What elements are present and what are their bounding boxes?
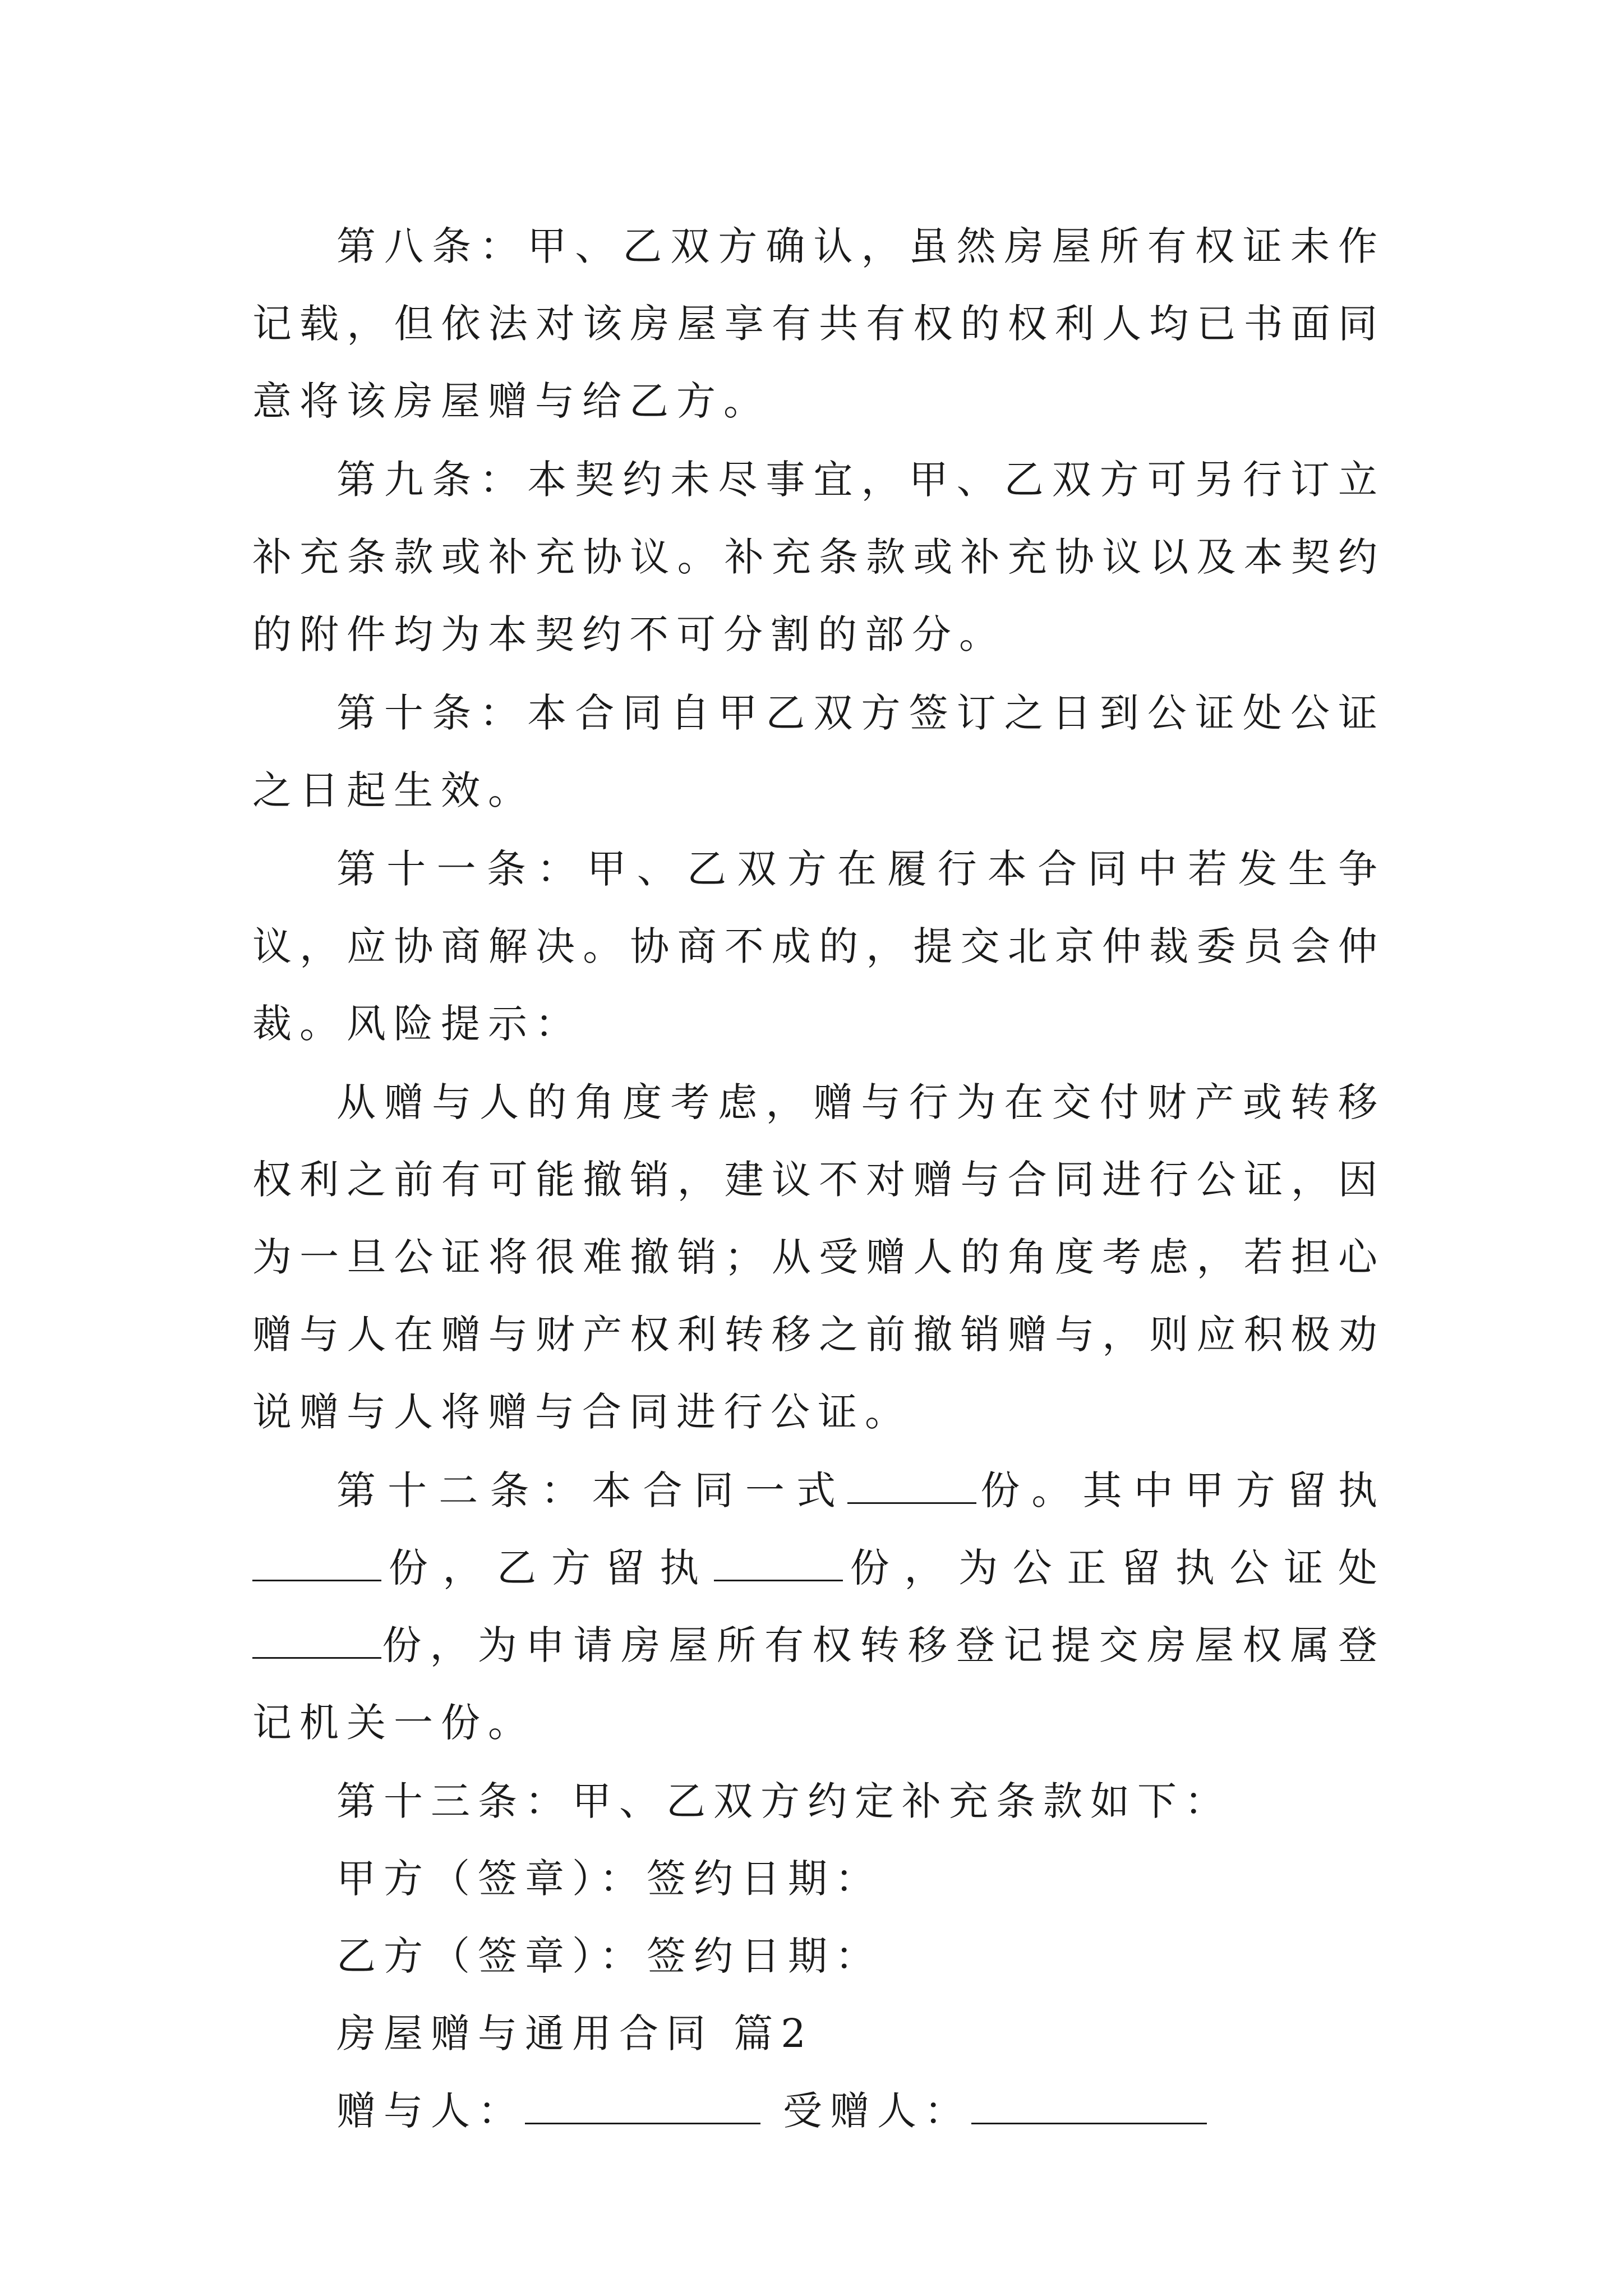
copies-party-a-blank	[252, 1547, 381, 1581]
article-12-part3: 份，乙方留执	[381, 1545, 714, 1591]
article-10: 第十条：本合同自甲乙双方签订之日到公证处公证之日起生效。	[252, 690, 1385, 813]
copies-total-blank	[847, 1470, 976, 1504]
article-9: 第九条：本契约未尽事宜，甲、乙双方可另行订立补充条款或补充协议。补充条款或补充协议以及本契约的附件均为本契约不可分割的部分。	[252, 457, 1385, 657]
copies-notary-blank	[252, 1625, 381, 1659]
donor-label: 赠与人：	[336, 2088, 525, 2134]
risk-note: 从赠与人的角度考虑，赠与行为在交付财产或转移权利之前有可能撤销，建议不对赠与合同进行公证，因为一旦公证将很难撤销；从受赠人的角度考虑，若担心赠与人在赠与财产权利转移之前撤销赠与，则应积极劝说赠与人将赠与合同进行公证。	[252, 1079, 1385, 1435]
section-title: 房屋赠与通用合同 篇2	[336, 2010, 814, 2056]
article-8: 第八条：甲、乙双方确认，虽然房屋所有权证未作记载，但依法对该房屋享有共有权的权利人均已书面同意将该房屋赠与给乙方。	[252, 223, 1385, 424]
donee-blank	[971, 2090, 1207, 2124]
party-b-signature: 乙方（签章）：签约日期：	[336, 1933, 882, 1979]
donor-blank	[525, 2090, 760, 2124]
donee-label: 受赠人：	[783, 2088, 971, 2134]
article-11: 第十一条：甲、乙双方在履行本合同中若发生争议，应协商解决。协商不成的，提交北京仲裁委员会仲裁。风险提示：	[252, 846, 1385, 1047]
article-12	[252, 1452, 1385, 1761]
party-a-signature: 甲方（签章）：签约日期：	[336, 1856, 882, 1902]
article-12-part4: 份，为公正留执公证处	[842, 1545, 1386, 1591]
article-13: 第十三条：甲、乙双方约定补充条款如下：	[336, 1778, 1232, 1824]
donor-donee-line	[252, 2072, 1385, 2150]
article-12-part1: 第十二条：本合同一式	[336, 1467, 848, 1513]
copies-party-b-blank	[714, 1547, 843, 1581]
contract-body	[252, 208, 1385, 2150]
article-12-part5: 份，为申请房屋所有权转移登记提交房屋权属登记机关一份。	[252, 1622, 1385, 1746]
article-12-part2: 份。其中甲方留执	[976, 1467, 1386, 1513]
